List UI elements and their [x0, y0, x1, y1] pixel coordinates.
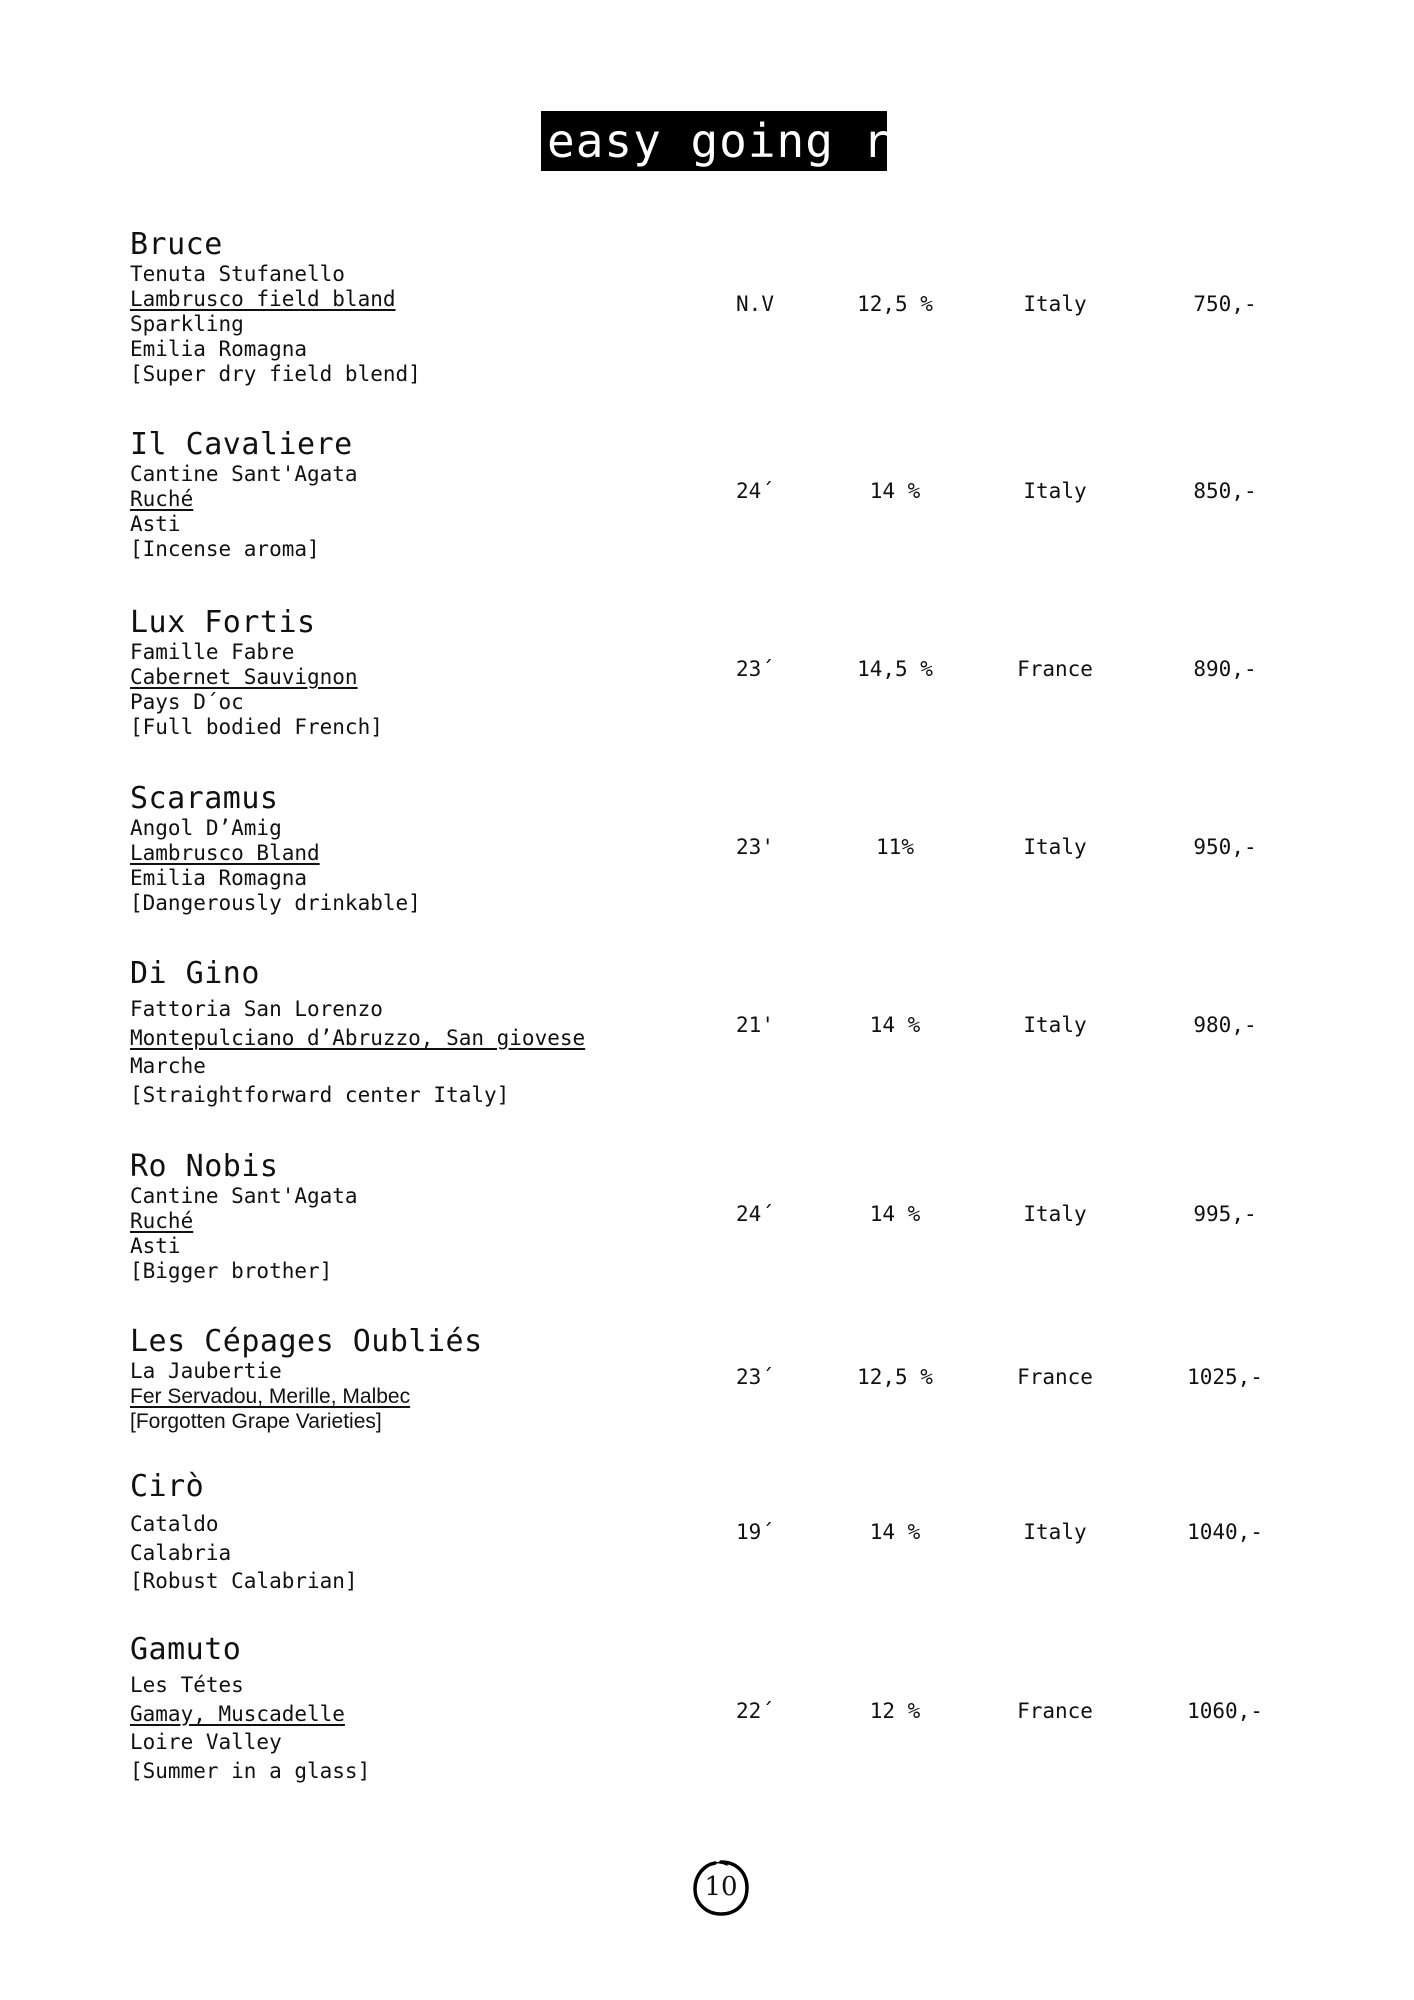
wine-info: [130, 1470, 690, 1596]
wine-vintage: 23': [736, 835, 774, 859]
wine-vintage: 23´: [736, 657, 774, 681]
wine-note: [Incense aroma]: [130, 537, 320, 561]
wine-country: Italy: [1023, 1520, 1087, 1544]
wine-region: Marche: [130, 1054, 206, 1078]
wine-name: Bruce: [130, 227, 223, 262]
wine-vintage: 19´: [736, 1520, 774, 1544]
wine-country: Italy: [1023, 835, 1087, 859]
wine-producer: Cantine Sant'Agata: [130, 1184, 358, 1208]
wine-price: 980,-: [1193, 1013, 1257, 1037]
wine-info: [130, 1633, 690, 1785]
wine-name: Cirò: [130, 1469, 205, 1504]
wine-style: Sparkling: [130, 312, 244, 336]
wine-price: 950,-: [1193, 835, 1257, 859]
title-wrap: [0, 111, 1414, 171]
wine-abv: 11%: [876, 835, 914, 859]
wine-vintage: 23´: [736, 1365, 774, 1389]
wine-country: France: [1017, 1699, 1093, 1723]
wine-grape: Ruché: [130, 487, 194, 511]
wine-info: [130, 228, 690, 387]
wine-producer: Angol D’Amig: [130, 816, 282, 840]
wine-grape: Lambrusco field bland: [130, 287, 396, 311]
wine-info: [130, 606, 690, 740]
wine-abv: 14 %: [869, 1520, 921, 1544]
wine-country: Italy: [1023, 479, 1087, 503]
wine-grape: Cabernet Sauvignon: [130, 665, 358, 689]
wine-abv: 14,5 %: [857, 657, 933, 681]
wine-grape: Lambrusco Bland: [130, 841, 320, 865]
wine-abv: 14 %: [869, 479, 921, 503]
wine-name: Gamuto: [130, 1632, 242, 1667]
wine-vintage: 21': [736, 1013, 774, 1037]
wine-grape: Fer Servadou, Merille, Malbec: [130, 1385, 411, 1408]
wine-abv: 12,5 %: [857, 292, 933, 316]
wine-price: 890,-: [1193, 657, 1257, 681]
wine-region: Loire Valley: [130, 1730, 282, 1754]
wine-vintage: 22´: [736, 1699, 774, 1723]
wine-producer: La Jaubertie: [130, 1359, 282, 1383]
page-number: 10: [704, 1872, 738, 1902]
wine-country: France: [1017, 1365, 1093, 1389]
wine-region: Calabria: [130, 1540, 232, 1565]
wine-price: 1040,-: [1187, 1520, 1263, 1544]
wine-abv: 12,5 %: [857, 1365, 933, 1389]
wine-region: Asti: [130, 1234, 181, 1258]
wine-note: [Straightforward center Italy]: [130, 1082, 510, 1107]
wine-info: [130, 1150, 690, 1284]
wine-producer: Famille Fabre: [130, 640, 295, 664]
wine-producer: Cataldo: [130, 1512, 219, 1536]
wine-producer: Cantine Sant'Agata: [130, 462, 358, 486]
wine-grape: Ruché: [130, 1209, 194, 1233]
wine-price: 1060,-: [1187, 1699, 1263, 1723]
wine-country: Italy: [1023, 1013, 1087, 1037]
wine-name: Les Cépages Oubliés: [130, 1324, 483, 1359]
wine-note: [Summer in a glass]: [130, 1758, 371, 1783]
wine-note: [Full bodied French]: [130, 715, 383, 739]
wine-abv: 12 %: [869, 1699, 921, 1723]
wine-grape: Montepulciano d’Abruzzo, San giovese: [130, 1025, 586, 1050]
wine-producer: Les Tétes: [130, 1673, 244, 1697]
wine-name: Scaramus: [130, 781, 279, 816]
wine-note: [Super dry field blend]: [130, 362, 421, 386]
wine-note: [Dangerously drinkable]: [130, 891, 421, 915]
wine-note: [Forgotten Grape Varieties]: [130, 1410, 382, 1433]
wine-name: Lux Fortis: [130, 605, 316, 640]
wine-abv: 14 %: [869, 1202, 921, 1226]
wine-price: 995,-: [1193, 1202, 1257, 1226]
wine-name: Ro Nobis: [130, 1149, 279, 1184]
wine-price: 750,-: [1193, 292, 1257, 316]
wine-info: [130, 1325, 690, 1434]
wine-note: [Robust Calabrian]: [130, 1569, 358, 1593]
wine-name: Di Gino: [130, 956, 260, 991]
wine-producer: Tenuta Stufanello: [130, 262, 345, 286]
wine-name: Il Cavaliere: [130, 427, 353, 462]
wine-abv: 14 %: [869, 1013, 921, 1037]
wine-info: [130, 428, 690, 562]
wine-info: [130, 957, 690, 1109]
wine-region: Pays D´oc: [130, 690, 244, 714]
wine-region: Asti: [130, 512, 181, 536]
wine-note: [Bigger brother]: [130, 1259, 333, 1283]
page-number-badge: [691, 1858, 751, 1918]
section-title: easy going red: [541, 111, 887, 171]
wine-region: Emilia Romagna: [130, 866, 308, 890]
wine-vintage: 24´: [736, 479, 774, 503]
wine-price: 850,-: [1193, 479, 1257, 503]
wine-price: 1025,-: [1187, 1365, 1263, 1389]
wine-grape: Gamay, Muscadelle: [130, 1701, 345, 1726]
wine-info: [130, 782, 690, 916]
wine-country: Italy: [1023, 1202, 1087, 1226]
wine-vintage: 24´: [736, 1202, 774, 1226]
wine-region: Emilia Romagna: [130, 337, 308, 361]
wine-country: Italy: [1023, 292, 1087, 316]
wine-country: France: [1017, 657, 1093, 681]
wine-producer: Fattoria San Lorenzo: [130, 997, 383, 1021]
wine-vintage: N.V: [736, 292, 774, 316]
